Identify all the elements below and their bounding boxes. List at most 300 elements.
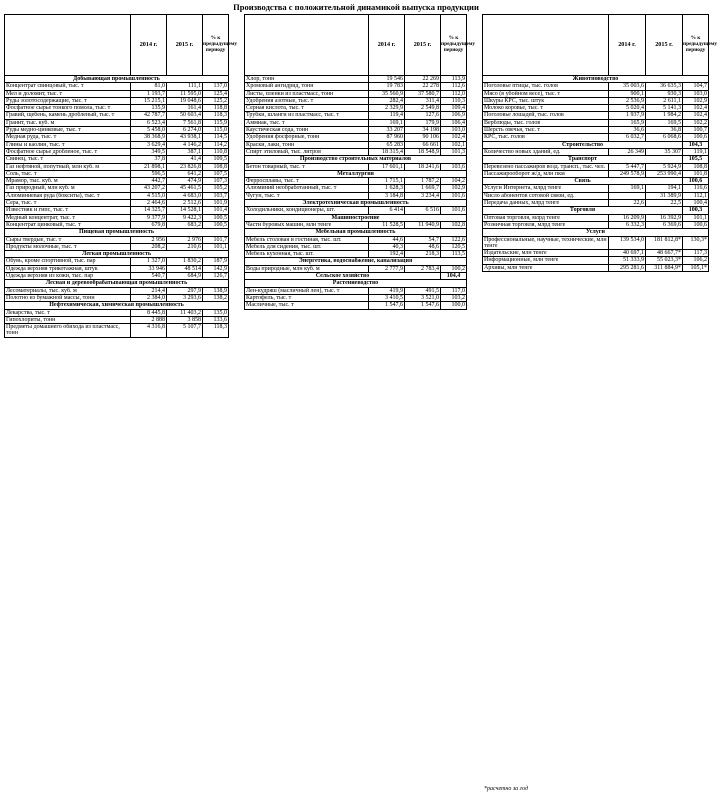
table-row [483, 264, 709, 271]
value-percent: 101,1 [683, 214, 709, 221]
value-percent: 118,3 [203, 112, 229, 119]
section-title: Торговля [483, 207, 683, 214]
value-2015: 311,4 [405, 97, 441, 104]
value-percent: 100,5 [203, 221, 229, 228]
row-label: Продукты молочные, тыс. т [5, 243, 131, 250]
table-row [483, 134, 709, 141]
value-2014: 2 536,9 [609, 97, 646, 104]
value-2014: 35 560,9 [369, 90, 405, 97]
value-2014: 1 628,3 [369, 185, 405, 192]
value-2014: 165,9 [609, 119, 646, 126]
section-percent: 100,6 [683, 178, 709, 185]
value-percent: 101,7 [203, 236, 229, 243]
row-label: Мебель кухонная, тыс. шт. [245, 251, 369, 258]
section-header-row [5, 251, 229, 258]
section-title: Производство строительных материалов [245, 156, 467, 163]
value-2015: 48 514 [167, 265, 203, 272]
value-percent: 142,9 [203, 265, 229, 272]
section-header-row [5, 76, 229, 83]
value-2015: 2 611,1 [646, 97, 683, 104]
value-2015: 3 521,0 [405, 294, 441, 301]
table-row [5, 309, 229, 316]
row-label: Краски, лаки, тонн [245, 141, 369, 148]
table-row [5, 134, 229, 141]
value-2015: 34 198 [405, 127, 441, 134]
row-label: Медный концентрат, тыс. т [5, 214, 131, 221]
table-row [245, 90, 467, 97]
value-2014: 19 783 [369, 83, 405, 90]
section-header-row [245, 280, 467, 287]
value-2015: 7 561,8 [167, 119, 203, 126]
value-2015: 5 141,3 [646, 105, 683, 112]
value-percent: 133,6 [203, 316, 229, 323]
header-percent: % к предыдущему периоду [203, 15, 229, 76]
value-percent: 100,2 [441, 265, 467, 272]
table-row [245, 243, 467, 250]
section-header-row [245, 170, 467, 177]
value-percent: 113,5 [441, 251, 467, 258]
table-row [245, 148, 467, 155]
row-label: Масличные, тыс. т [245, 302, 369, 309]
row-label: Алюминий необработанный, тыс. т [245, 185, 369, 192]
value-2015: 5 924,9 [646, 163, 683, 170]
row-label: Архивы, млн тенге [483, 264, 609, 271]
value-2015: 3 858 [167, 316, 203, 323]
value-percent: 114,2 [203, 141, 229, 148]
value-percent: 116,6 [683, 185, 709, 192]
table-row [483, 236, 709, 250]
table-row [483, 148, 709, 155]
value-percent: 101,1 [203, 243, 229, 250]
header-year-2015: 2015 г. [646, 15, 683, 76]
value-2014: 169,1 [369, 119, 405, 126]
table-row [483, 221, 709, 228]
production-table-2 [244, 14, 476, 310]
row-label: Руды медно-цинковые, тыс. т [5, 127, 131, 134]
row-label: Медная руда, тыс. т [5, 134, 131, 141]
value-2015: 1 547,6 [405, 302, 441, 309]
section-title: Транспорт [483, 156, 683, 163]
row-label: Фосфатное сырье дробленое, тыс. т [5, 148, 131, 155]
value-2015: 43 938,1 [167, 134, 203, 141]
value-percent: 100,4 [683, 200, 709, 207]
table-row [245, 221, 467, 228]
table-row [245, 119, 467, 126]
table-row [245, 236, 467, 243]
table-row [245, 265, 467, 272]
value-2014 [609, 192, 646, 199]
section-title: Металлургия [245, 170, 467, 177]
row-label: Передача данных, млрд тенге [483, 200, 609, 207]
table-row [483, 83, 709, 90]
row-label: Концентрат свинцовый, тыс. т [5, 83, 131, 90]
value-2014: 1 327,0 [131, 258, 167, 265]
value-2014: 36,6 [609, 127, 646, 134]
value-percent: 100,6 [683, 134, 709, 141]
value-2015: 641,2 [167, 170, 203, 177]
table-row [5, 273, 229, 280]
value-2014: 282,4 [369, 97, 405, 104]
table-row [5, 265, 229, 272]
page-title: Производства с положительной динамикой выпуска продукции [233, 2, 479, 12]
value-percent: 101,8 [683, 170, 709, 177]
value-2014: 15 215,1 [131, 97, 167, 104]
value-2015: 4 683,0 [167, 192, 203, 199]
table-row [5, 236, 229, 243]
value-percent: 103,6 [441, 163, 467, 170]
row-label: Части буровых машин, млн тенге [245, 221, 369, 228]
value-2015: 36 635,3 [646, 83, 683, 90]
value-2014: 17 601,1 [369, 163, 405, 170]
value-2014: 900,1 [609, 90, 646, 97]
table-row [483, 200, 709, 207]
table-row [245, 163, 467, 170]
row-label: Молоко коровье, тыс. т [483, 105, 609, 112]
section-percent: 104,3 [683, 141, 709, 148]
value-2015: 181 812,8* [646, 236, 683, 250]
row-label: Одежда верхняя из кожи, тыс. пар [5, 273, 131, 280]
value-2015: 48 667,7* [646, 250, 683, 257]
value-2014: 135,9 [131, 105, 167, 112]
value-2015: 194,1 [646, 185, 683, 192]
value-percent: 135,0 [203, 309, 229, 316]
value-percent: 101,4 [203, 207, 229, 214]
value-2014: 6 032,7 [609, 134, 646, 141]
row-label: Сера, тыс. т [5, 200, 131, 207]
value-2014: 4 316,8 [131, 324, 167, 338]
table-row [5, 316, 229, 323]
value-2015: 3 234,4 [405, 192, 441, 199]
value-percent: 114,5 [203, 134, 229, 141]
value-2014: 5 447,7 [609, 163, 646, 170]
value-2015: 16 392,9 [646, 214, 683, 221]
table-row [245, 178, 467, 185]
value-2015: 90 106 [405, 134, 441, 141]
header-year-2014: 2014 г. [131, 15, 167, 76]
section-header-row [483, 207, 709, 214]
row-label: Оптовая торговля, млрд тенге [483, 214, 609, 221]
section-header-row [483, 76, 709, 83]
value-2014: 3 629,4 [131, 141, 167, 148]
value-2015: 18 548,9 [405, 148, 441, 155]
row-label: Листы, пленки из пластмасс, тонн [245, 90, 369, 97]
table-row [245, 97, 467, 104]
row-label: Поголовье птицы, тыс. голов [483, 83, 609, 90]
table-row [5, 148, 229, 155]
value-2015: 1 787,2 [405, 178, 441, 185]
table-row [5, 141, 229, 148]
section-header-row [245, 258, 467, 265]
table-row [245, 287, 467, 294]
value-percent: 109,5 [203, 156, 229, 163]
table-row [483, 119, 709, 126]
value-2014: 40 697,1 [609, 250, 646, 257]
table-row [5, 112, 229, 119]
row-label: Газ природный, млн куб. м [5, 185, 131, 192]
value-percent: 105,2 [203, 185, 229, 192]
value-2014: 3 410,5 [369, 294, 405, 301]
row-label: Ферросплавы, тыс. т [245, 178, 369, 185]
value-percent: 117,0 [441, 287, 467, 294]
value-2015: 66 661 [405, 141, 441, 148]
value-percent: 102,9 [441, 185, 467, 192]
value-2015: 1 984,2 [646, 112, 683, 119]
table-row [5, 200, 229, 207]
value-2015: 1 830,2 [167, 258, 203, 265]
value-percent: 137,0 [203, 83, 229, 90]
value-percent: 125,2 [203, 97, 229, 104]
row-label: Удобрения фосфорные, тонн [245, 134, 369, 141]
value-2015: 210,6 [167, 243, 203, 250]
value-percent: 107,3 [203, 178, 229, 185]
row-label: Удобрения азотные, тыс. т [245, 97, 369, 104]
header-year-2014: 2014 г. [369, 15, 405, 76]
section-header-row [483, 156, 709, 163]
value-2014: 214,4 [131, 287, 167, 294]
value-percent: 102,4 [441, 134, 467, 141]
value-percent: 100,7 [683, 127, 709, 134]
value-percent: 102,9 [683, 97, 709, 104]
value-2014: 5 020,4 [609, 105, 646, 112]
row-label: Розничная торговля, млрд тенге [483, 221, 609, 228]
table-row [5, 287, 229, 294]
value-percent: 138,9 [203, 287, 229, 294]
value-2014: 6 523,4 [131, 119, 167, 126]
section-percent: 105,5 [683, 156, 709, 163]
table-column-2 [244, 14, 476, 310]
value-2014: 33 946 [131, 265, 167, 272]
value-2014: 349,5 [131, 148, 167, 155]
row-label: Сыры твердые, тыс. т [5, 236, 131, 243]
value-2015: 2 512,6 [167, 200, 203, 207]
value-percent: 102,8 [441, 221, 467, 228]
value-percent: 100,6 [683, 221, 709, 228]
section-title: Легкая промышленность [5, 251, 229, 258]
value-2015: 387,1 [167, 148, 203, 155]
value-percent: 187,9 [203, 258, 229, 265]
header-name [483, 15, 609, 76]
value-2015: 18 241,6 [405, 163, 441, 170]
value-percent: 113,9 [441, 76, 467, 83]
value-percent: 104,2 [441, 178, 467, 185]
table-row [483, 192, 709, 199]
value-2015: 36,8 [646, 127, 683, 134]
production-table-3 [482, 14, 717, 272]
table-row [5, 97, 229, 104]
row-label: Одежда верхняя трикотажная, штук [5, 265, 131, 272]
table-row [5, 90, 229, 97]
section-title: Машиностроение [245, 214, 467, 221]
row-label: Гравий, щебень, камень дробленый, тыс. т [5, 112, 131, 119]
value-2015: 11 940,9 [405, 221, 441, 228]
value-2014: 65 283 [369, 141, 405, 148]
value-2015: 2 976 [167, 236, 203, 243]
value-percent: 118,8 [203, 105, 229, 112]
value-2014: 442,7 [131, 178, 167, 185]
table-body [5, 76, 229, 338]
table-row [5, 221, 229, 228]
value-percent: 118,3 [203, 324, 229, 338]
value-2015: 127,6 [405, 112, 441, 119]
value-percent: 115,9 [203, 119, 229, 126]
value-percent: 108,8 [683, 163, 709, 170]
value-2015: 19 048,6 [167, 97, 203, 104]
value-percent: 108,8 [203, 163, 229, 170]
value-2014: 8 445,8 [131, 309, 167, 316]
section-header-row [245, 156, 467, 163]
table-row [245, 185, 467, 192]
value-2014: 42 787,7 [131, 112, 167, 119]
section-header-row [483, 178, 709, 185]
table-column-1 [4, 14, 238, 338]
value-2014: 11 528,5 [369, 221, 405, 228]
value-2015: 2 783,4 [405, 265, 441, 272]
section-title: Сельское хозяйство [245, 273, 441, 280]
section-header-row [245, 214, 467, 221]
row-label: Мясо (в убойном весе), тыс. т [483, 90, 609, 97]
value-2014: 35 003,6 [609, 83, 646, 90]
table-header-row [245, 15, 467, 76]
value-2014: 3 184,8 [369, 192, 405, 199]
table-row [5, 294, 229, 301]
section-percent: 104,4 [441, 273, 467, 280]
value-2014: 2 777,9 [369, 265, 405, 272]
row-label: Картофель, тыс. т [245, 294, 369, 301]
value-2015: 161,4 [167, 105, 203, 112]
value-2015: 50 603,4 [167, 112, 203, 119]
value-percent: 101,3 [441, 148, 467, 155]
value-2015: 6 068,6 [646, 134, 683, 141]
row-label: Предметы домашнего обихода из пластмасс, тонн [5, 324, 131, 338]
value-percent: 126,7 [203, 273, 229, 280]
row-label: Мебель для сидения, тыс. шт. [245, 243, 369, 250]
row-label: Полотно из бумажной массы, тонн [5, 294, 131, 301]
table-row [483, 185, 709, 192]
value-2014: 1 937,9 [609, 112, 646, 119]
row-label: Аммиак, тыс. т [245, 119, 369, 126]
value-2014: 208,2 [131, 243, 167, 250]
row-label: Хлор, тонн [245, 76, 369, 83]
header-year-2015: 2015 г. [405, 15, 441, 76]
value-2014: 18 315,4 [369, 148, 405, 155]
table-header-row [5, 15, 229, 76]
header-year-2014: 2014 г. [609, 15, 646, 76]
value-2015: 9 422,3 [167, 214, 203, 221]
row-label: Профессиональные, научные, технические, млн тенге [484, 236, 607, 249]
row-label: Число абонентов сотовой связи, ед. [483, 192, 609, 199]
table-row [483, 105, 709, 112]
row-label: Информационные, млн тенге [483, 257, 609, 264]
value-2015: 41,4 [167, 156, 203, 163]
section-header-row [5, 229, 229, 236]
value-2015: 14 528,1 [167, 207, 203, 214]
value-percent: 103,0 [683, 90, 709, 97]
row-label: Мебель столовая и гостиная, тыс. шт. [245, 236, 369, 243]
value-2014: 169,1 [609, 185, 646, 192]
value-2014: 21 898,1 [131, 163, 167, 170]
value-percent: 120,5 [441, 243, 467, 250]
value-2015: 1 669,7 [405, 185, 441, 192]
value-2015: 11 403,2 [167, 309, 203, 316]
table-row [483, 163, 709, 170]
value-2015: 311 884,9* [646, 264, 683, 271]
value-2014: 43 207,2 [131, 185, 167, 192]
value-2014: 295 281,6 [609, 264, 646, 271]
value-2014: 5 458,0 [131, 127, 167, 134]
table-row [483, 127, 709, 134]
value-percent: 101,6 [441, 192, 467, 199]
section-title: Растениеводство [245, 280, 467, 287]
footnote: *расчетно за год [484, 786, 528, 792]
row-label: Услуги Интернета, млрд тенге [483, 185, 609, 192]
production-table-1 [4, 14, 238, 338]
table-row [5, 258, 229, 265]
table-row [245, 105, 467, 112]
header-name [245, 15, 369, 76]
value-percent: 100,5 [203, 214, 229, 221]
value-percent: 105,1* [683, 264, 709, 271]
section-percent: 100,3 [683, 207, 709, 214]
value-2014: 249 578,9 [609, 170, 646, 177]
row-label: Издательские, млн тенге [483, 250, 609, 257]
value-2015: 48,6 [405, 243, 441, 250]
section-title: Нефтехимическая, химическая промышленность [5, 302, 229, 309]
value-2014: 119,4 [369, 112, 405, 119]
value-2014: 44,6 [369, 236, 405, 243]
value-percent: 102,2 [683, 119, 709, 126]
table-row [245, 302, 467, 309]
table-row [5, 105, 229, 112]
value-2015: 2 549,8 [405, 105, 441, 112]
value-2014: 9 377,9 [131, 214, 167, 221]
header-percent: % к предыдущему периоду [441, 15, 467, 76]
table-row [5, 207, 229, 214]
table-body [245, 76, 467, 310]
row-label: КРС, тыс. голов [483, 134, 609, 141]
section-title: Энергетика, водоснабжение, канализация [245, 258, 467, 265]
value-2015: 253 990,4 [646, 170, 683, 177]
value-2014: 38 368,9 [131, 134, 167, 141]
row-label: Серная кислота, тыс. т [245, 105, 369, 112]
value-2014: 1 193,7 [131, 90, 167, 97]
value-2014: 139 534,0 [609, 236, 646, 250]
value-2014: 14 325,7 [131, 207, 167, 214]
value-2014: 22,6 [609, 200, 646, 207]
table-row [245, 134, 467, 141]
value-2015: 6 274,0 [167, 127, 203, 134]
value-percent: 103,0 [441, 127, 467, 134]
table-row [483, 112, 709, 119]
table-row [483, 90, 709, 97]
row-label: Концентрат цинковый, тыс. т [5, 221, 131, 228]
section-title: Строительство [483, 141, 683, 148]
value-percent: 119,1 [683, 148, 709, 155]
value-percent: 109,4 [441, 105, 467, 112]
table-row [5, 185, 229, 192]
row-label: Перевезено пассажиров возд. трансп., тыс. чел. [483, 163, 609, 170]
value-2015: 169,5 [646, 119, 683, 126]
section-title: Электротехническая промышленность [245, 200, 467, 207]
value-percent: 106,2 [683, 257, 709, 264]
table-row [483, 250, 709, 257]
row-label: Пассажирооборот ж/д, млн пкм [483, 170, 609, 177]
row-label: Спирт этиловый, тыс. литров [245, 148, 369, 155]
table-row [245, 207, 467, 214]
value-2014: 26 349 [609, 148, 646, 155]
table-row [5, 83, 229, 90]
section-title: Мебельная промышленность [245, 229, 467, 236]
table-column-3 [482, 14, 717, 272]
